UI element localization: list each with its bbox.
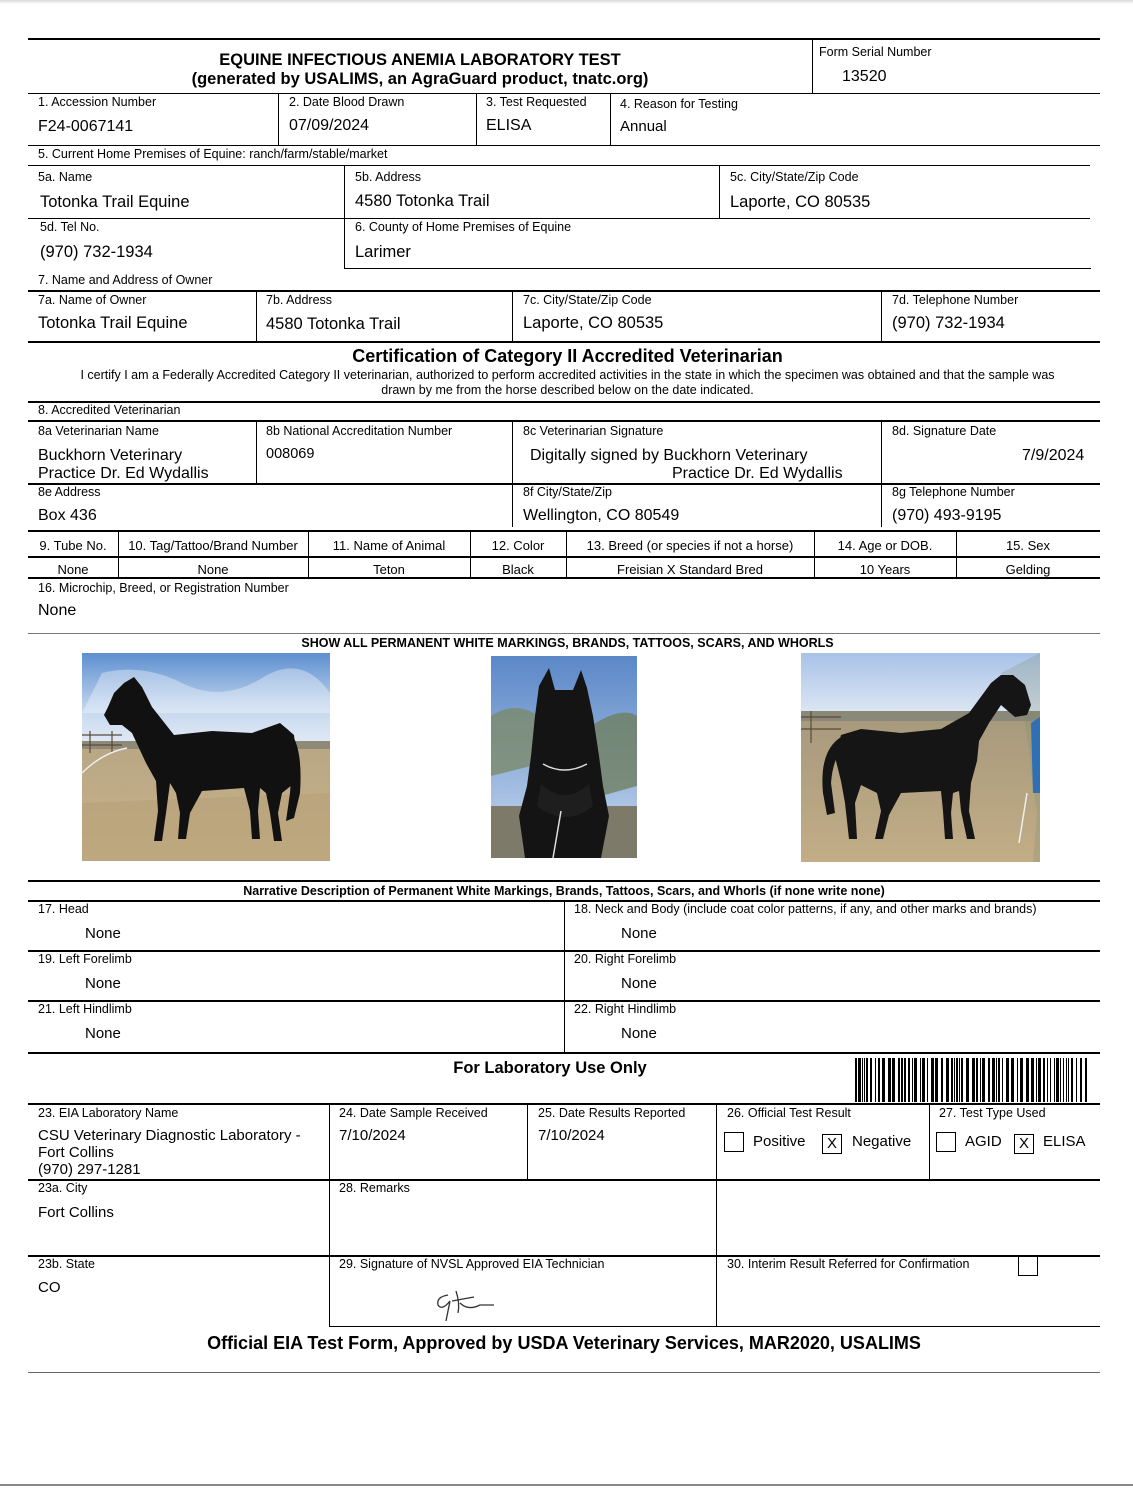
interim-result-label: 30. Interim Result Referred for Confirmation [727, 1257, 970, 1271]
premises-address-label: 5b. Address [355, 170, 422, 184]
barcode-bar [1036, 1058, 1037, 1102]
photos-title: SHOW ALL PERMANENT WHITE MARKINGS, BRANDS, TATTOOS, SCARS, AND WHORLS [301, 636, 834, 650]
vet-tel-value: (970) 493-9195 [892, 507, 1002, 524]
tube-number-header: 9. Tube No. [39, 538, 107, 553]
divider [28, 93, 1100, 94]
barcode-bar [980, 1058, 981, 1102]
barcode-bar [959, 1058, 960, 1102]
divider [28, 420, 1100, 422]
head-label: 17. Head [38, 902, 89, 916]
microchip-label: 16. Microchip, Breed, or Registration Number [38, 581, 289, 595]
lab-city-label: 23a. City [38, 1181, 88, 1195]
lab-name-line1: CSU Veterinary Diagnostic Laboratory - [38, 1127, 301, 1144]
divider [28, 880, 1100, 882]
horse-left-side-photo [82, 653, 330, 861]
microchip-value: None [38, 602, 77, 619]
barcode-bar [1056, 1058, 1059, 1102]
barcode-bar [1026, 1058, 1029, 1102]
divider [28, 1372, 1100, 1373]
divider [28, 218, 1090, 219]
divider [28, 145, 1100, 146]
owner-city-value: Laporte, CO 80535 [523, 314, 664, 332]
barcode-bar [941, 1058, 943, 1102]
color-value: Black [502, 562, 534, 577]
vet-name-label: 8a Veterinarian Name [38, 424, 159, 438]
divider [28, 577, 1100, 579]
age-header: 14. Age or DOB. [837, 538, 933, 553]
owner-city-label: 7c. City/State/Zip Code [523, 293, 652, 307]
barcode-bar [1076, 1058, 1077, 1102]
divider [344, 268, 1091, 269]
vet-tel-label: 8g Telephone Number [892, 485, 1015, 499]
county-label: 6. County of Home Premises of Equine [355, 220, 572, 234]
divider [28, 38, 1100, 40]
barcode-bar [1060, 1058, 1061, 1102]
barcode-bar [1043, 1058, 1045, 1102]
elisa-checkbox[interactable]: X [1014, 1134, 1034, 1154]
test-requested-label: 3. Test Requested [486, 95, 587, 109]
lab-state-label: 23b. State [38, 1257, 95, 1271]
premises-city-value: Laporte, CO 80535 [730, 193, 871, 211]
technician-signature [430, 1283, 500, 1325]
divider [610, 93, 611, 145]
barcode-bar [912, 1058, 913, 1102]
barcode-bar [855, 1058, 857, 1102]
horse-head-front-photo [491, 656, 637, 858]
barcode-bar [956, 1058, 958, 1102]
lab-name-label: 23. EIA Laboratory Name [38, 1106, 179, 1120]
remarks-label: 28. Remarks [339, 1181, 410, 1195]
vet-name-line2: Practice Dr. Ed Wydallis [38, 465, 209, 482]
tube-number-value: None [57, 562, 89, 577]
owner-name-label: 7a. Name of Owner [38, 293, 147, 307]
certification-text-line2: drawn by me from the horse described below on the date indicated. [381, 383, 754, 397]
divider [329, 1326, 719, 1327]
owner-tel-value: (970) 732-1934 [892, 314, 1005, 332]
signature-date-value: 7/9/2024 [1022, 447, 1085, 464]
barcode-bar [966, 1058, 969, 1102]
sex-value: Gelding [1005, 562, 1051, 577]
county-value: Larimer [355, 243, 411, 261]
neck-body-label: 18. Neck and Body (include coat color patterns, if any, and other marks and brands) [574, 902, 1037, 916]
technician-signature-label: 29. Signature of NVSL Approved EIA Technician [339, 1257, 605, 1271]
negative-label: Negative [852, 1133, 912, 1150]
date-received-label: 24. Date Sample Received [339, 1106, 488, 1120]
barcode-bar [1038, 1058, 1041, 1102]
accreditation-number-value: 008069 [266, 446, 315, 462]
right-forelimb-value: None [621, 975, 657, 992]
divider [929, 1104, 930, 1180]
age-value: 10 Years [859, 562, 911, 577]
divider [28, 165, 1090, 166]
accession-label: 1. Accession Number [38, 95, 157, 109]
date-drawn-value: 07/09/2024 [289, 117, 370, 134]
left-hindlimb-value: None [85, 1025, 121, 1042]
barcode-bar [988, 1058, 990, 1102]
left-hindlimb-label: 21. Left Hindlimb [38, 1002, 132, 1016]
barcode-bar [1068, 1058, 1069, 1102]
color-header: 12. Color [491, 538, 545, 553]
divider [28, 1179, 1100, 1181]
barcode-bar [875, 1058, 876, 1102]
barcode-bar [914, 1058, 917, 1102]
premises-address-value: 4580 Totonka Trail [355, 192, 490, 210]
date-received-value: 7/10/2024 [339, 1127, 406, 1144]
divider [476, 93, 477, 145]
barcode-bar [927, 1058, 928, 1102]
divider [28, 290, 1100, 292]
right-forelimb-label: 20. Right Forelimb [574, 952, 677, 966]
barcode-bar [898, 1058, 900, 1102]
divider [564, 901, 565, 1053]
divider [344, 165, 345, 269]
barcode-bar [1006, 1058, 1009, 1102]
barcode-bar [996, 1058, 997, 1102]
barcode-bar [982, 1058, 985, 1102]
tag-number-header: 10. Tag/Tattoo/Brand Number [128, 538, 298, 553]
lab-name-line2: Fort Collins [38, 1144, 114, 1161]
premises-name-value: Totonka Trail Equine [40, 193, 190, 211]
barcode-bar [1011, 1058, 1014, 1102]
negative-checkbox[interactable]: X [822, 1134, 842, 1154]
owner-name-value: Totonka Trail Equine [38, 314, 188, 332]
barcode-bar [858, 1058, 861, 1102]
form-title: EQUINE INFECTIOUS ANEMIA LABORATORY TEST [219, 51, 621, 69]
accreditation-number-label: 8b National Accreditation Number [266, 424, 453, 438]
divider [28, 1000, 1100, 1002]
divider [28, 1103, 1100, 1105]
vet-signature-label: 8c Veterinarian Signature [523, 424, 664, 438]
owner-tel-label: 7d. Telephone Number [892, 293, 1019, 307]
owner-section-label: 7. Name and Address of Owner [38, 273, 213, 287]
page-bottom-edge [0, 1484, 1133, 1486]
barcode-bar [1085, 1058, 1087, 1102]
barcode [855, 1058, 1091, 1102]
form-subtitle: (generated by USALIMS, an AgraGuard product, tnatc.org) [191, 70, 649, 88]
date-reported-value: 7/10/2024 [538, 1127, 605, 1144]
barcode-bar [866, 1058, 868, 1102]
animal-name-header: 11. Name of Animal [332, 538, 446, 553]
divider [256, 421, 257, 484]
signature-date-label: 8d. Signature Date [892, 424, 997, 438]
sex-header: 15. Sex [1005, 538, 1051, 553]
agid-checkbox[interactable] [936, 1132, 956, 1152]
lab-city-value: Fort Collins [38, 1204, 114, 1221]
positive-checkbox[interactable] [724, 1132, 744, 1152]
tag-number-value: None [197, 562, 229, 577]
barcode-bar [1050, 1058, 1051, 1102]
divider [28, 633, 1100, 634]
barcode-bar [972, 1058, 975, 1102]
divider [716, 1326, 1100, 1327]
animal-name-value: Teton [373, 562, 405, 577]
barcode-bar [954, 1058, 955, 1102]
divider [812, 40, 813, 93]
barcode-bar [998, 1058, 1000, 1102]
vet-city-value: Wellington, CO 80549 [523, 507, 680, 524]
barcode-bar [1080, 1058, 1082, 1102]
agid-label: AGID [965, 1133, 1002, 1150]
divider [28, 341, 1100, 343]
footer-text: Official EIA Test Form, Approved by USDA Veterinary Services, MAR2020, USALIMS [207, 1333, 921, 1353]
horse-right-side-photo [801, 653, 1040, 862]
divider [881, 291, 882, 342]
barcode-bar [931, 1058, 934, 1102]
divider [28, 1052, 1100, 1054]
barcode-bar [882, 1058, 885, 1102]
vet-city-label: 8f City/State/Zip [523, 485, 612, 499]
right-hindlimb-value: None [621, 1025, 657, 1042]
barcode-bar [901, 1058, 903, 1102]
divider [28, 530, 1100, 532]
barcode-bar [992, 1058, 995, 1102]
narrative-title: Narrative Description of Permanent White Markings, Brands, Tattoos, Scars, and Whorls (if none write none) [243, 884, 885, 898]
serial-number-label: Form Serial Number [819, 45, 932, 59]
barcode-bar [1063, 1058, 1064, 1102]
premises-city-label: 5c. City/State/Zip Code [730, 170, 859, 184]
barcode-bar [935, 1058, 938, 1102]
interim-result-checkbox[interactable] [1018, 1256, 1038, 1276]
test-result-label: 26. Official Test Result [727, 1106, 851, 1120]
date-drawn-label: 2. Date Blood Drawn [289, 95, 405, 109]
barcode-bar [1054, 1058, 1055, 1102]
barcode-bar [862, 1058, 863, 1102]
divider [716, 1104, 717, 1327]
premises-tel-value: (970) 732-1934 [40, 243, 153, 261]
lab-section-title: For Laboratory Use Only [453, 1059, 647, 1077]
reason-label: 4. Reason for Testing [620, 97, 738, 111]
owner-address-label: 7b. Address [266, 293, 333, 307]
divider [512, 421, 513, 527]
barcode-bar [904, 1058, 906, 1102]
barcode-bar [908, 1058, 910, 1102]
barcode-bar [864, 1058, 865, 1102]
certification-text-line1: I certify I am a Federally Accredited Category II veterinarian, authorized to perform accredited activities in the state in which the specimen was obtained and that the sample was [80, 368, 1055, 382]
divider [28, 950, 1100, 952]
divider [329, 1104, 330, 1327]
lab-state-value: CO [38, 1279, 61, 1296]
accession-value: F24-0067141 [38, 118, 134, 135]
vet-signature-line1: Digitally signed by Buckhorn Veterinary [530, 447, 808, 464]
breed-header: 13. Breed (or species if not a horse) [586, 538, 794, 553]
vet-name-line1: Buckhorn Veterinary [38, 447, 183, 464]
barcode-bar [870, 1058, 872, 1102]
left-forelimb-label: 19. Left Forelimb [38, 952, 132, 966]
barcode-bar [1017, 1058, 1018, 1102]
date-reported-label: 25. Date Results Reported [538, 1106, 686, 1120]
vet-signature-line2: Practice Dr. Ed Wydallis [672, 465, 843, 482]
barcode-bar [961, 1058, 963, 1102]
premises-name-label: 5a. Name [38, 170, 93, 184]
barcode-bar [1002, 1058, 1003, 1102]
test-type-label: 27. Test Type Used [939, 1106, 1046, 1120]
premises-section-label: 5. Current Home Premises of Equine: ranch/farm/stable/market [38, 147, 388, 161]
divider [278, 93, 279, 145]
divider [28, 556, 1100, 558]
barcode-bar [1047, 1058, 1048, 1102]
barcode-bar [878, 1058, 880, 1102]
barcode-bar [1031, 1058, 1034, 1102]
positive-label: Positive [753, 1133, 806, 1150]
barcode-bar [892, 1058, 895, 1102]
neck-body-value: None [621, 925, 657, 942]
certification-title: Certification of Category II Accredited Veterinarian [352, 346, 783, 366]
barcode-bar [946, 1058, 949, 1102]
elisa-label: ELISA [1043, 1133, 1086, 1150]
barcode-bar [976, 1058, 978, 1102]
barcode-bar [1071, 1058, 1073, 1102]
divider [881, 421, 882, 527]
divider [28, 401, 1100, 403]
divider [719, 165, 720, 219]
barcode-bar [920, 1058, 921, 1102]
barcode-bar [951, 1058, 953, 1102]
barcode-bar [922, 1058, 925, 1102]
serial-number-value: 13520 [842, 68, 887, 85]
barcode-bar [1020, 1058, 1023, 1102]
owner-address-value: 4580 Totonka Trail [266, 315, 401, 333]
left-forelimb-value: None [85, 975, 121, 992]
head-value: None [85, 925, 121, 942]
vet-address-label: 8e Address [38, 485, 101, 499]
vet-address-value: Box 436 [38, 507, 97, 524]
right-hindlimb-label: 22. Right Hindlimb [574, 1002, 677, 1016]
test-requested-value: ELISA [486, 117, 532, 134]
premises-tel-label: 5d. Tel No. [40, 220, 100, 234]
reason-value: Annual [620, 118, 667, 135]
barcode-bar [1066, 1058, 1067, 1102]
vet-section-label: 8. Accredited Veterinarian [38, 403, 181, 417]
barcode-bar [888, 1058, 891, 1102]
divider [256, 291, 257, 342]
page-top-shadow [0, 0, 1133, 4]
divider [527, 1104, 528, 1180]
divider [512, 291, 513, 342]
breed-value: Freisian X Standard Bred [617, 562, 763, 577]
lab-phone: (970) 297-1281 [38, 1161, 141, 1178]
